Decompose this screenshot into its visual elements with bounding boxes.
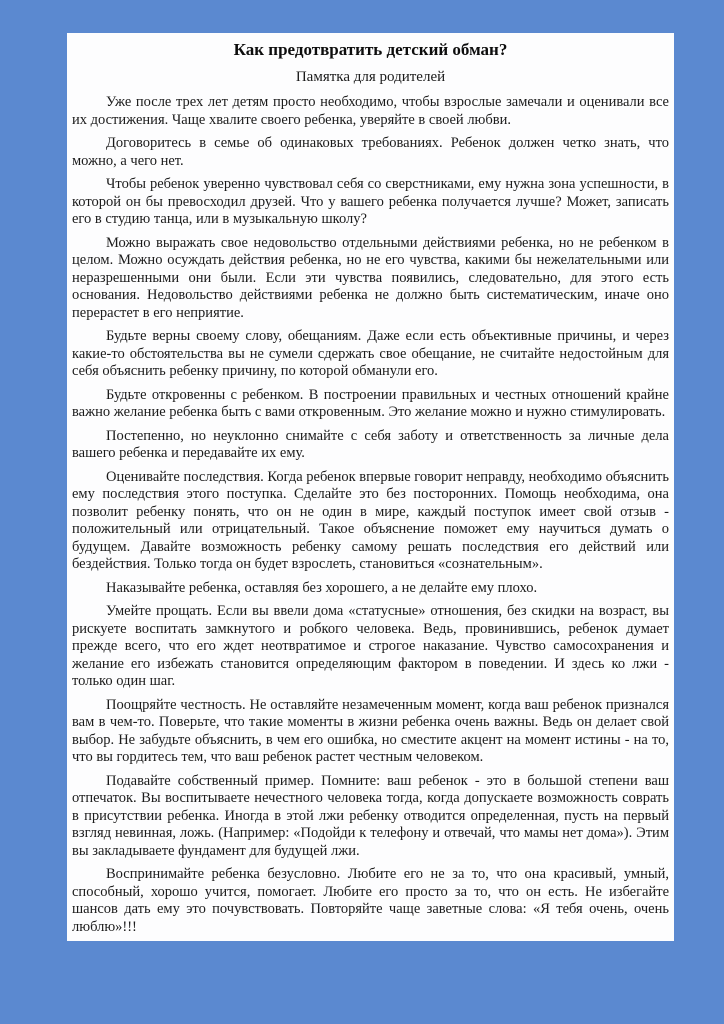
- paragraph-1: Уже после трех лет детям просто необходимо, чтобы взрослые замечали и оценивали все их достижения. Чаще хвалите своего ребенка, уверяйте в своей любви.: [72, 94, 669, 128]
- paragraph-4: Можно выражать свое недовольство отдельными действиями ребенка, но не ребенком в целом. Можно осуждать действия ребенка, но не его чувства, какими бы нежелательными или неразрешенными они были. Если эти чувства появились, следовательно, для этого есть основания. Недовольство действиями ребенка не должно быть систематическим, иначе оно перерастет в его неприятие.: [72, 234, 669, 321]
- paragraph-10: Умейте прощать. Если вы ввели дома «статусные» отношения, без скидки на возраст, вы рискуете воспитать замкнутого и робкого человека. Ведь, провинившись, ребенок думает прежде всего, что его ждет неотвратимое и строгое наказание. Чувство самосохранения и желание его избежать становится определяющим фактором в поведении. И здесь ко лжи - только один шаг.: [72, 603, 669, 689]
- paragraph-8: Оценивайте последствия. Когда ребенок впервые говорит неправду, необходимо объяснить ему последствия этого поступка. Сделайте это без посторонних. Помощь необходима, она позволит ребенку понять, что он не один в мире, каждый поступок имеет свой отзыв - положительный или отрицательный. Такое объяснение поможет ему научиться думать о будущем. Давайте возможность ребенку самому решать последствия его действий или бездействия. Только тогда он будет взрослеть, становиться «сознательным».: [72, 468, 669, 572]
- paragraph-2: Договоритесь в семье об одинаковых требованиях. Ребенок должен четко знать, что можно, а чего нет.: [72, 135, 669, 169]
- paragraph-11: Поощряйте честность. Не оставляйте незамеченным момент, когда ваш ребенок признался вам в чем-то. Поверьте, что такие моменты в жизни ребенка очень важны. Ведь он делает свой выбор. Не забудьте объяснить, в чем его ошибка, но сместите акцент на момент истины - на то, что вы гордитесь тем, что ваш ребенок растет честным человеком.: [72, 696, 669, 765]
- paragraph-13: Воспринимайте ребенка безусловно. Любите его не за то, что она красивый, умный, способный, хорошо учится, помогает. Любите его просто за то, что он есть. Не избегайте шансов дать ему это почувствовать. Повторяйте чаще заветные слова: «Я тебя очень, очень люблю»!!!: [72, 866, 669, 935]
- paragraph-6: Будьте откровенны с ребенком. В построении правильных и честных отношений крайне важно желание ребенка быть с вами откровенным. Это желание можно и нужно стимулировать.: [72, 386, 669, 420]
- document-body: [72, 94, 669, 936]
- paragraph-12: Подавайте собственный пример. Помните: ваш ребенок - это в большой степени ваш отпечаток. Вы воспитываете нечестного человека тогда, когда допускаете возможность соврать в присутствии ребенка. Иногда в этой лжи ребенку отводится определенная, пусть на первый взгляд невинная, ложь. (Например: «Подойди к телефону и отвечай, что мамы нет дома»). Этим вы закладываете фундамент для будущей лжи.: [72, 772, 669, 859]
- document-title: Как предотвратить детский обман?: [233, 40, 508, 59]
- paragraph-3: Чтобы ребенок уверенно чувствовал себя со сверстниками, ему нужна зона успешности, в которой он бы превосходил друзей. Что у вашего ребенка получается лучше? Может, записать его в студию танца, или в музыкальную школу?: [72, 176, 669, 227]
- document-page: [67, 33, 674, 941]
- paragraph-5: Будьте верны своему слову, обещаниям. Даже если есть объективные причины, и через какие-то обстоятельства вы не сумели сдержать свое обещание, не считайте недостойным для себя объяснить ребенку причину, по которой обманули его.: [72, 328, 669, 379]
- paragraph-7: Постепенно, но неуклонно снимайте с себя заботу и ответственность за личные дела вашего ребенка и передавайте их ему.: [72, 427, 669, 461]
- paragraph-9: Наказывайте ребенка, оставляя без хорошего, а не делайте ему плохо.: [106, 579, 538, 596]
- document-subtitle: Памятка для родителей: [295, 69, 446, 85]
